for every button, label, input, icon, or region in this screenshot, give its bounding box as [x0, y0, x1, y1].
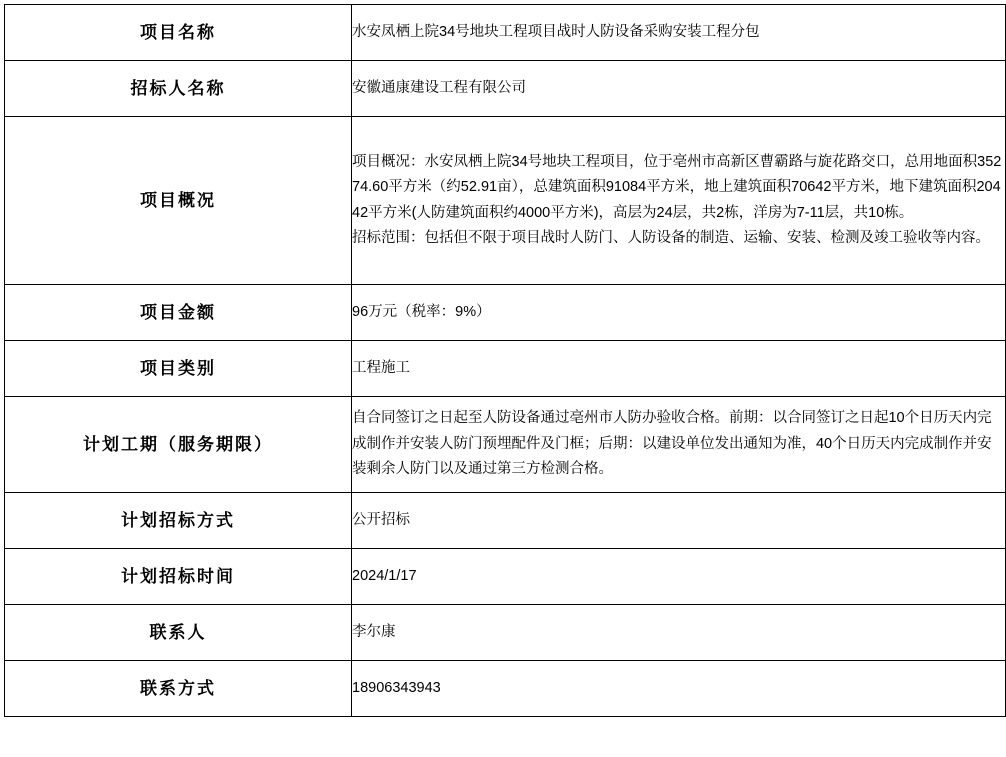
- table-row: [5, 493, 1006, 549]
- table-row: [5, 61, 1006, 117]
- row-value-line: 招标范围：包括但不限于项目战时人防门、人防设备的制造、运输、安装、检测及竣工验收等内容。: [352, 229, 990, 246]
- row-value-line: 安徽通康建设工程有限公司: [352, 79, 526, 96]
- row-value: [352, 397, 1006, 493]
- row-value: [352, 605, 1006, 661]
- table-row: [5, 605, 1006, 661]
- row-value-line: 2024/1/17: [352, 567, 417, 584]
- document-sheet: [0, 4, 1006, 757]
- row-value-line: 李尔康: [352, 623, 396, 640]
- row-label: 项目概况: [5, 117, 352, 285]
- row-value-line: 公开招标: [352, 511, 410, 528]
- table-row: [5, 5, 1006, 61]
- row-label: 项目类别: [5, 341, 352, 397]
- row-label: 计划招标方式: [5, 493, 352, 549]
- row-value-line: 96万元（税率：9%）: [352, 303, 491, 320]
- row-value: [352, 5, 1006, 61]
- row-label: 计划工期（服务期限）: [5, 397, 352, 493]
- table-row: [5, 397, 1006, 493]
- project-info-table: [4, 4, 1006, 717]
- row-value: [352, 493, 1006, 549]
- row-label: 联系方式: [5, 661, 352, 717]
- row-value-line: 18906343943: [352, 679, 441, 696]
- table-body: [5, 5, 1006, 717]
- row-value: [352, 285, 1006, 341]
- row-value: [352, 661, 1006, 717]
- row-value: [352, 549, 1006, 605]
- row-value: [352, 117, 1006, 285]
- table-row: [5, 341, 1006, 397]
- table-row: [5, 117, 1006, 285]
- row-value: [352, 341, 1006, 397]
- row-value: [352, 61, 1006, 117]
- row-label: 联系人: [5, 605, 352, 661]
- row-value-line: 自合同签订之日起至人防设备通过亳州市人防办验收合格。前期：以合同签订之日起10个日历天内完成制作并安装人防门预埋配件及门框；后期：以建设单位发出通知为准，40个日历天内完成制作并安装剩余人防门以及通过第三方检测合格。: [352, 410, 992, 478]
- row-value-line: 工程施工: [352, 359, 410, 376]
- row-label: 计划招标时间: [5, 549, 352, 605]
- table-row: [5, 285, 1006, 341]
- row-label: 招标人名称: [5, 61, 352, 117]
- row-label: 项目名称: [5, 5, 352, 61]
- table-row: [5, 549, 1006, 605]
- row-value-line: 水安凤栖上院34号地块工程项目战时人防设备采购安装工程分包: [352, 23, 760, 40]
- row-label: 项目金额: [5, 285, 352, 341]
- table-row: [5, 661, 1006, 717]
- row-value-line: 项目概况：水安凤栖上院34号地块工程项目，位于亳州市高新区曹霸路与旋花路交口，总用地面积35274.60平方米（约52.91亩），总建筑面积91084平方米，地上建筑面积70642平方米，地下建筑面积20442平方米(人防建筑面积约4000平方米)，高层为24层，共2栋，洋房为7-11层，共10栋。: [352, 153, 1002, 221]
